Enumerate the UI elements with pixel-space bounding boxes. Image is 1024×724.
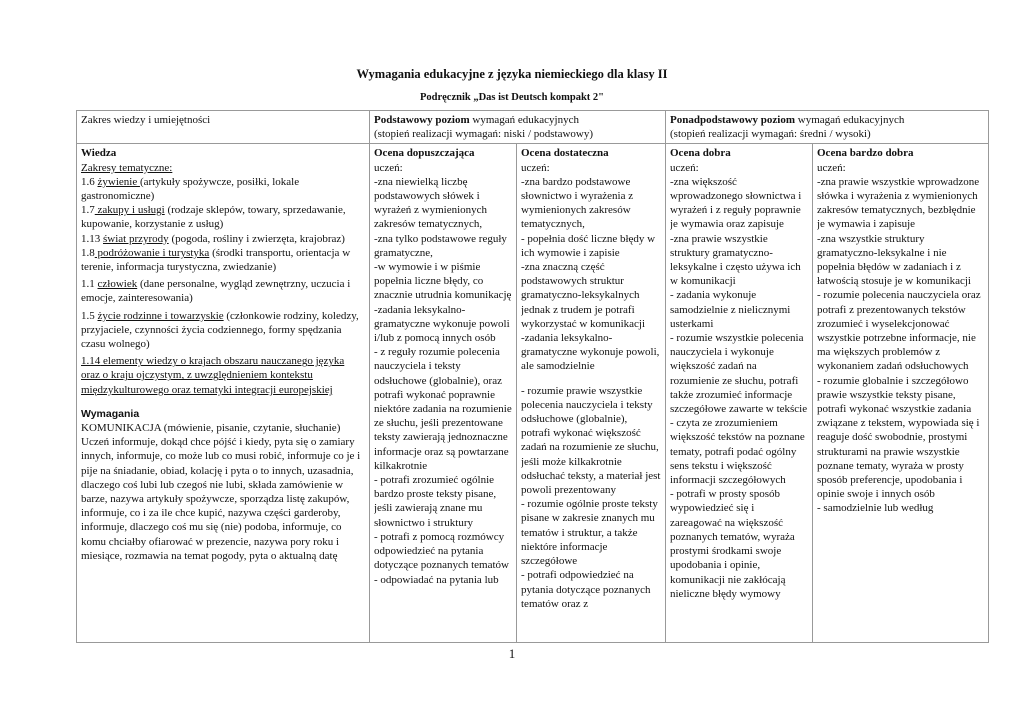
grade-bardzo-dobra-cell (813, 144, 989, 643)
grade-dopuszczajaca-cell (370, 144, 517, 643)
scope-cell (77, 144, 370, 643)
header-row (77, 111, 989, 144)
document-subtitle: Podręcznik „Das ist Deutsch kompakt 2" (419, 92, 605, 103)
header-basic-level: Podstawowy poziom wymagań edukacyjnych (stopień realizacji wymagań: niski / podstawowy) (370, 111, 666, 144)
grade-dostateczna-cell (517, 144, 666, 643)
grade-dostateczna-text-2: - rozumie prawie wszystkie polecenia nauczyciela i teksty odsłuchowe (globalnie), potrafi wykonać większość zadań na rozumienie ze słuchu, jeśli może kilkakrotnie odsłuchać teksty, a materiał jest powoli prezentowany - rozumie ogólnie proste teksty pisane w zakresie znanych mu tematów i struktur, a także niektóre informacje szczegółowe - potrafi odpowiedzieć na pytania dotyczące poznanych tematów oraz z (521, 384, 661, 610)
grade-bardzo-dobra-text: uczeń: -zna prawie wszystkie wprowadzone słówka i wyrażenia z wymienionych zakresów tematycznych, bezbłędnie je wymawia i zapisuje -zna wszystkie struktury gramatyczno-leksykalne i nie popełnia błędów w zadaniach i z łatwością stosuje je w komunikacji - rozumie polecenia nauczyciela oraz potrafi z prezentowanych tekstów zrozumieć i wyselekcjonować wszystkie potrzebne informacje, nie ma większych problemów z wykonaniem zadań odsłuchowych - rozumie globalnie i szczegółowo prawie wszystkie teksty pisane, potrafi wykonać wszystkie zadania związane z tekstem, wypowiada się i reaguje dość swobodnie, prostymi strukturami na prawie wszystkie poznane tematy, wyraża w prosty sposób preferencje, upodobania i opinie swoje i innych osób - samodzielnie lub według (817, 161, 981, 515)
grade-dobra-text: uczeń: -zna większość wprowadzonego słownictwa i wyrażeń i z reguły poprawnie je wymawia oraz zapisuje -zna prawie wszystkie struktury gramatyczno-leksykalne i często używa ich w komunikacji - zadania wykonuje samodzielnie z nielicznymi usterkami - rozumie wszystkie polecenia nauczyciela i wykonuje większość zadań na rozumienie ze słuchu, potrafi także zrozumieć informacje szczegółowe zawarte w tekście - czyta ze zrozumieniem większość tekstów na poznane tematy, potrafi podać ogólny sens tekstu i większość informacji szczegółowych - potrafi w prosty sposób wypowiedzieć się i zareagować na większość poznanych tematów, wyraża prostymi środkami swoje upodobania i opinie, komunikacji nie zakłócają nieliczne błędy wymowy (670, 161, 808, 600)
grade-dopuszczajaca-text-1: uczeń: -zna niewielką liczbę podstawowych słówek i wyrażeń z wymienionych zakresów tematycznych, -zna tylko podstawowe reguły gramatyczne, -w wymowie i w piśmie popełnia liczne błędy, co znacznie utrudnia komunikację -zadania leksykalno-gramatyczne wykonuje powoli i/lub z pomocą innych osób (374, 161, 512, 345)
grade-dopuszczajaca-text-2: - z reguły rozumie polecenia nauczyciela i teksty odsłuchowe (globalnie), oraz potrafi wykonać poprawnie niektóre zadania na rozumienie ze słuchu, jeśli prezentowane teksty zawierają jednoznaczne informacje oraz są powtarzane kilkakrotnie - potrafi zrozumieć ogólnie bardzo proste teksty pisane, jeśli zawierają znane mu słownictwo i struktury - potrafi z pomocą rozmówcy odpowiedzieć na pytania dotyczące poznanych tematów - odpowiadać na pytania lub (374, 346, 512, 586)
zakresy-heading: Zakresy tematyczne: (81, 161, 173, 174)
header-advanced-level: Ponadpodstawowy poziom wymagań edukacyjnych (stopień realizacji wymagań: średni / wysoki) (666, 111, 989, 144)
page-number: 1 (508, 646, 516, 661)
content-row (77, 144, 989, 643)
topic-1-14: 1.14 elementy wiedzy o krajach obszaru nauczanego języka oraz o kraju ojczystym, z uwzględnieniem kontekstu międzykulturowego oraz tematyki integracji europejskiej (81, 355, 345, 396)
topic-1-7: 1.7 zakupy i usługi (rodzaje sklepów, towary, sprzedawanie, kupowanie, korzystanie z usług) (81, 204, 346, 231)
grade-dobra-cell (666, 144, 813, 643)
topic-1-6: 1.6 żywienie (artykuły spożywcze, posiłki, lokale gastronomiczne) (81, 175, 300, 203)
grade-dopuszczajaca-heading: Ocena dopuszczająca (374, 147, 475, 160)
requirements-table (76, 110, 989, 643)
grade-bardzo-dobra-heading: Ocena bardzo dobra (817, 147, 914, 160)
grade-dobra-heading: Ocena dobra (670, 147, 731, 160)
topic-1-5: 1.5 życie rodzinne i towarzyskie (członkowie rodziny, koledzy, przyjaciele, czynności życia codziennego, formy spędzania czasu wolnego) (81, 309, 359, 351)
grade-dostateczna-text-1: uczeń: -zna bardzo podstawowe słownictwo i wyrażenia z wymienionych zakresów tematycznych, - popełnia dość liczne błędy w ich wymowie i zapisie -zna znaczną część podstawowych struktur gramatyczno-leksykalnych jednak z trudem je potrafi wykorzystać w komunikacji -zadania leksykalno-gramatyczne wykonuje powoli, ale samodzielnie (521, 161, 660, 373)
komunikacja-text: Uczeń informuje, dokąd chce pójść i kiedy, pyta się o zamiary innych, informuje, co może lub co musi robić, informuje co je i pije na śniadanie, obiad, kolację i pyta o to innych, uzasadnia, dlaczego coś lubi lub czegoś nie lubi, składa zamówienie w barze, nazywa artykuły spożywcze, sporządza listę zakupów, informuje, co i za ile chce kupić, nazywa części garderoby, informuje, dlaczego coś mu się (nie) podoba, informuje, co komu chciałby ofiarować w prezencie, nazywa pory roku i miesiące, rozmawia na temat pogody, pyta o aktualną datę (81, 436, 361, 562)
topic-1-8: 1.8 podróżowanie i turystyka (środki transportu, orientacja w terenie, informacja turystyczna, zwiedzanie) (81, 246, 351, 274)
topic-1-1: 1.1 człowiek (dane personalne, wygląd zewnętrzny, uczucia i emocje, zainteresowania) (81, 278, 351, 305)
document-title: Wymagania edukacyjne z języka niemieckiego dla klasy II (356, 67, 668, 81)
grade-dostateczna-heading: Ocena dostateczna (521, 147, 609, 160)
wiedza-heading: Wiedza (81, 147, 117, 160)
header-scope: Zakres wiedzy i umiejętności (77, 111, 370, 144)
topic-1-13: 1.13 świat przyrody (pogoda, rośliny i zwierzęta, krajobraz) (81, 232, 345, 245)
komunikacja-heading: KOMUNIKACJA (mówienie, pisanie, czytanie, słuchanie) (81, 422, 341, 435)
wymagania-heading: Wymagania (81, 407, 140, 420)
